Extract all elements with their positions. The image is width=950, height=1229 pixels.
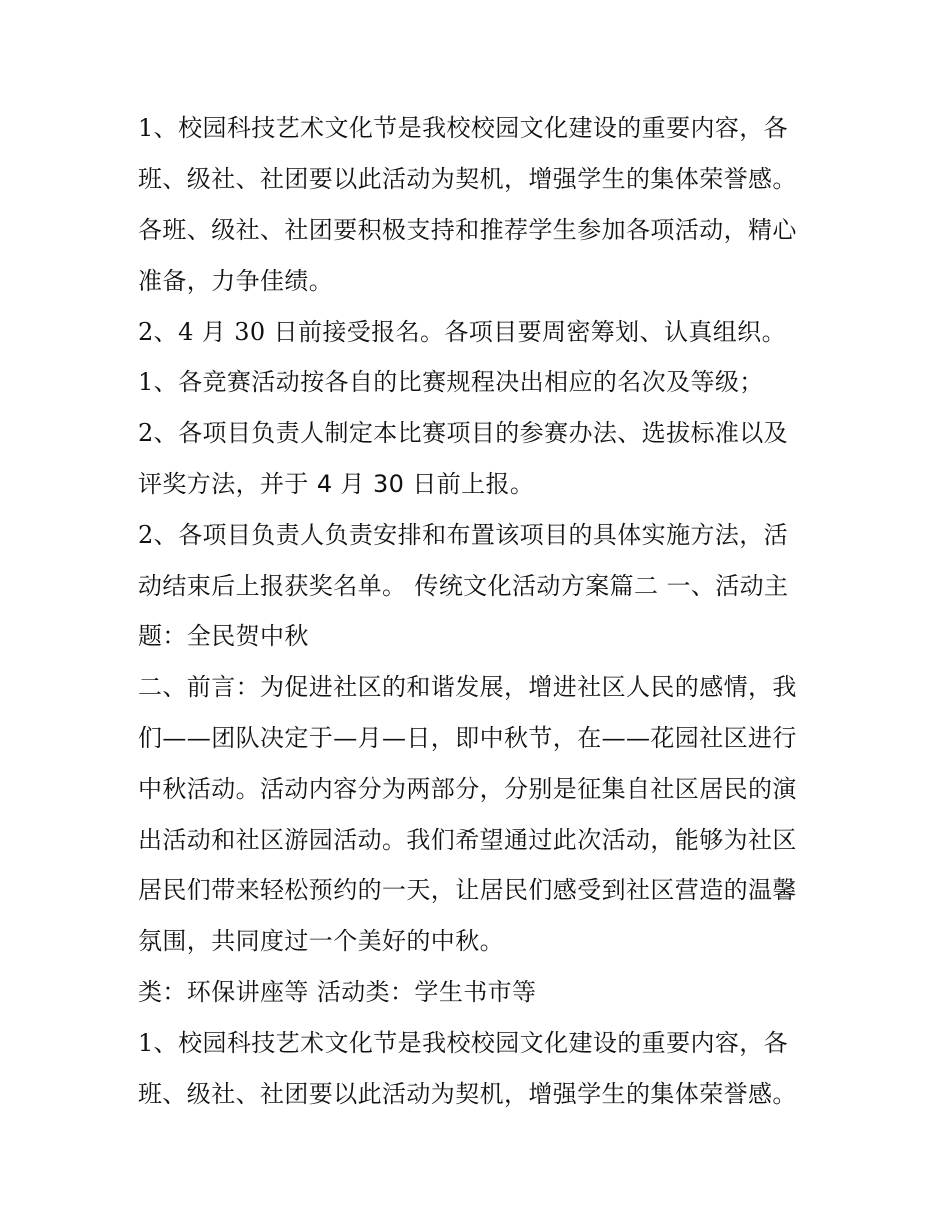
text-line: 各班、级社、社团要积极支持和推荐学生参加各项活动，精心 [138,216,797,244]
text-line: 氛围，共同度过一个美好的中秋。 [138,927,504,955]
text-line: 二、前言：为促进社区的和谐发展，增进社区人民的感情，我 [138,673,797,701]
text-line: 题：全民贺中秋 [138,622,309,650]
text-line: 2、各项目负责人制定本比赛项目的参赛办法、选拔标准以及 [138,419,789,447]
text-line: 出活动和社区游园活动。我们希望通过此次活动，能够为社区 [138,826,797,854]
text-line: 准备，力争佳绩。 [138,267,334,295]
text-line: 类：环保讲座等 活动类：学生书市等 [138,978,537,1006]
text-line: 1、各竞赛活动按各自的比赛规程决出相应的名次及等级； [138,368,764,396]
text-line: 1、校园科技艺术文化节是我校校园文化建设的重要内容，各 [138,114,789,142]
text-line: 班、级社、社团要以此活动为契机，增强学生的集体荣誉感。 [138,165,797,193]
text-line: 们——团队决定于—月—日，即中秋节，在——花园社区进行 [138,724,797,752]
text-line: 动结束后上报获奖名单。 传统文化活动方案篇二 一、活动主 [138,572,789,600]
text-line: 2、各项目负责人负责安排和布置该项目的具体实施方法，活 [138,521,789,549]
text-line: 评奖方法，并于 4 月 30 日前上报。 [138,470,535,498]
text-line: 2、4 月 30 日前接受报名。各项目要周密筹划、认真组织。 [138,318,786,346]
text-line: 班、级社、社团要以此活动为契机，增强学生的集体荣誉感。 [138,1080,797,1108]
text-line: 中秋活动。活动内容分为两部分，分别是征集自社区居民的演 [138,775,797,803]
text-line: 1、校园科技艺术文化节是我校校园文化建设的重要内容，各 [138,1029,789,1057]
text-line: 居民们带来轻松预约的一天，让居民们感受到社区营造的温馨 [138,876,797,904]
